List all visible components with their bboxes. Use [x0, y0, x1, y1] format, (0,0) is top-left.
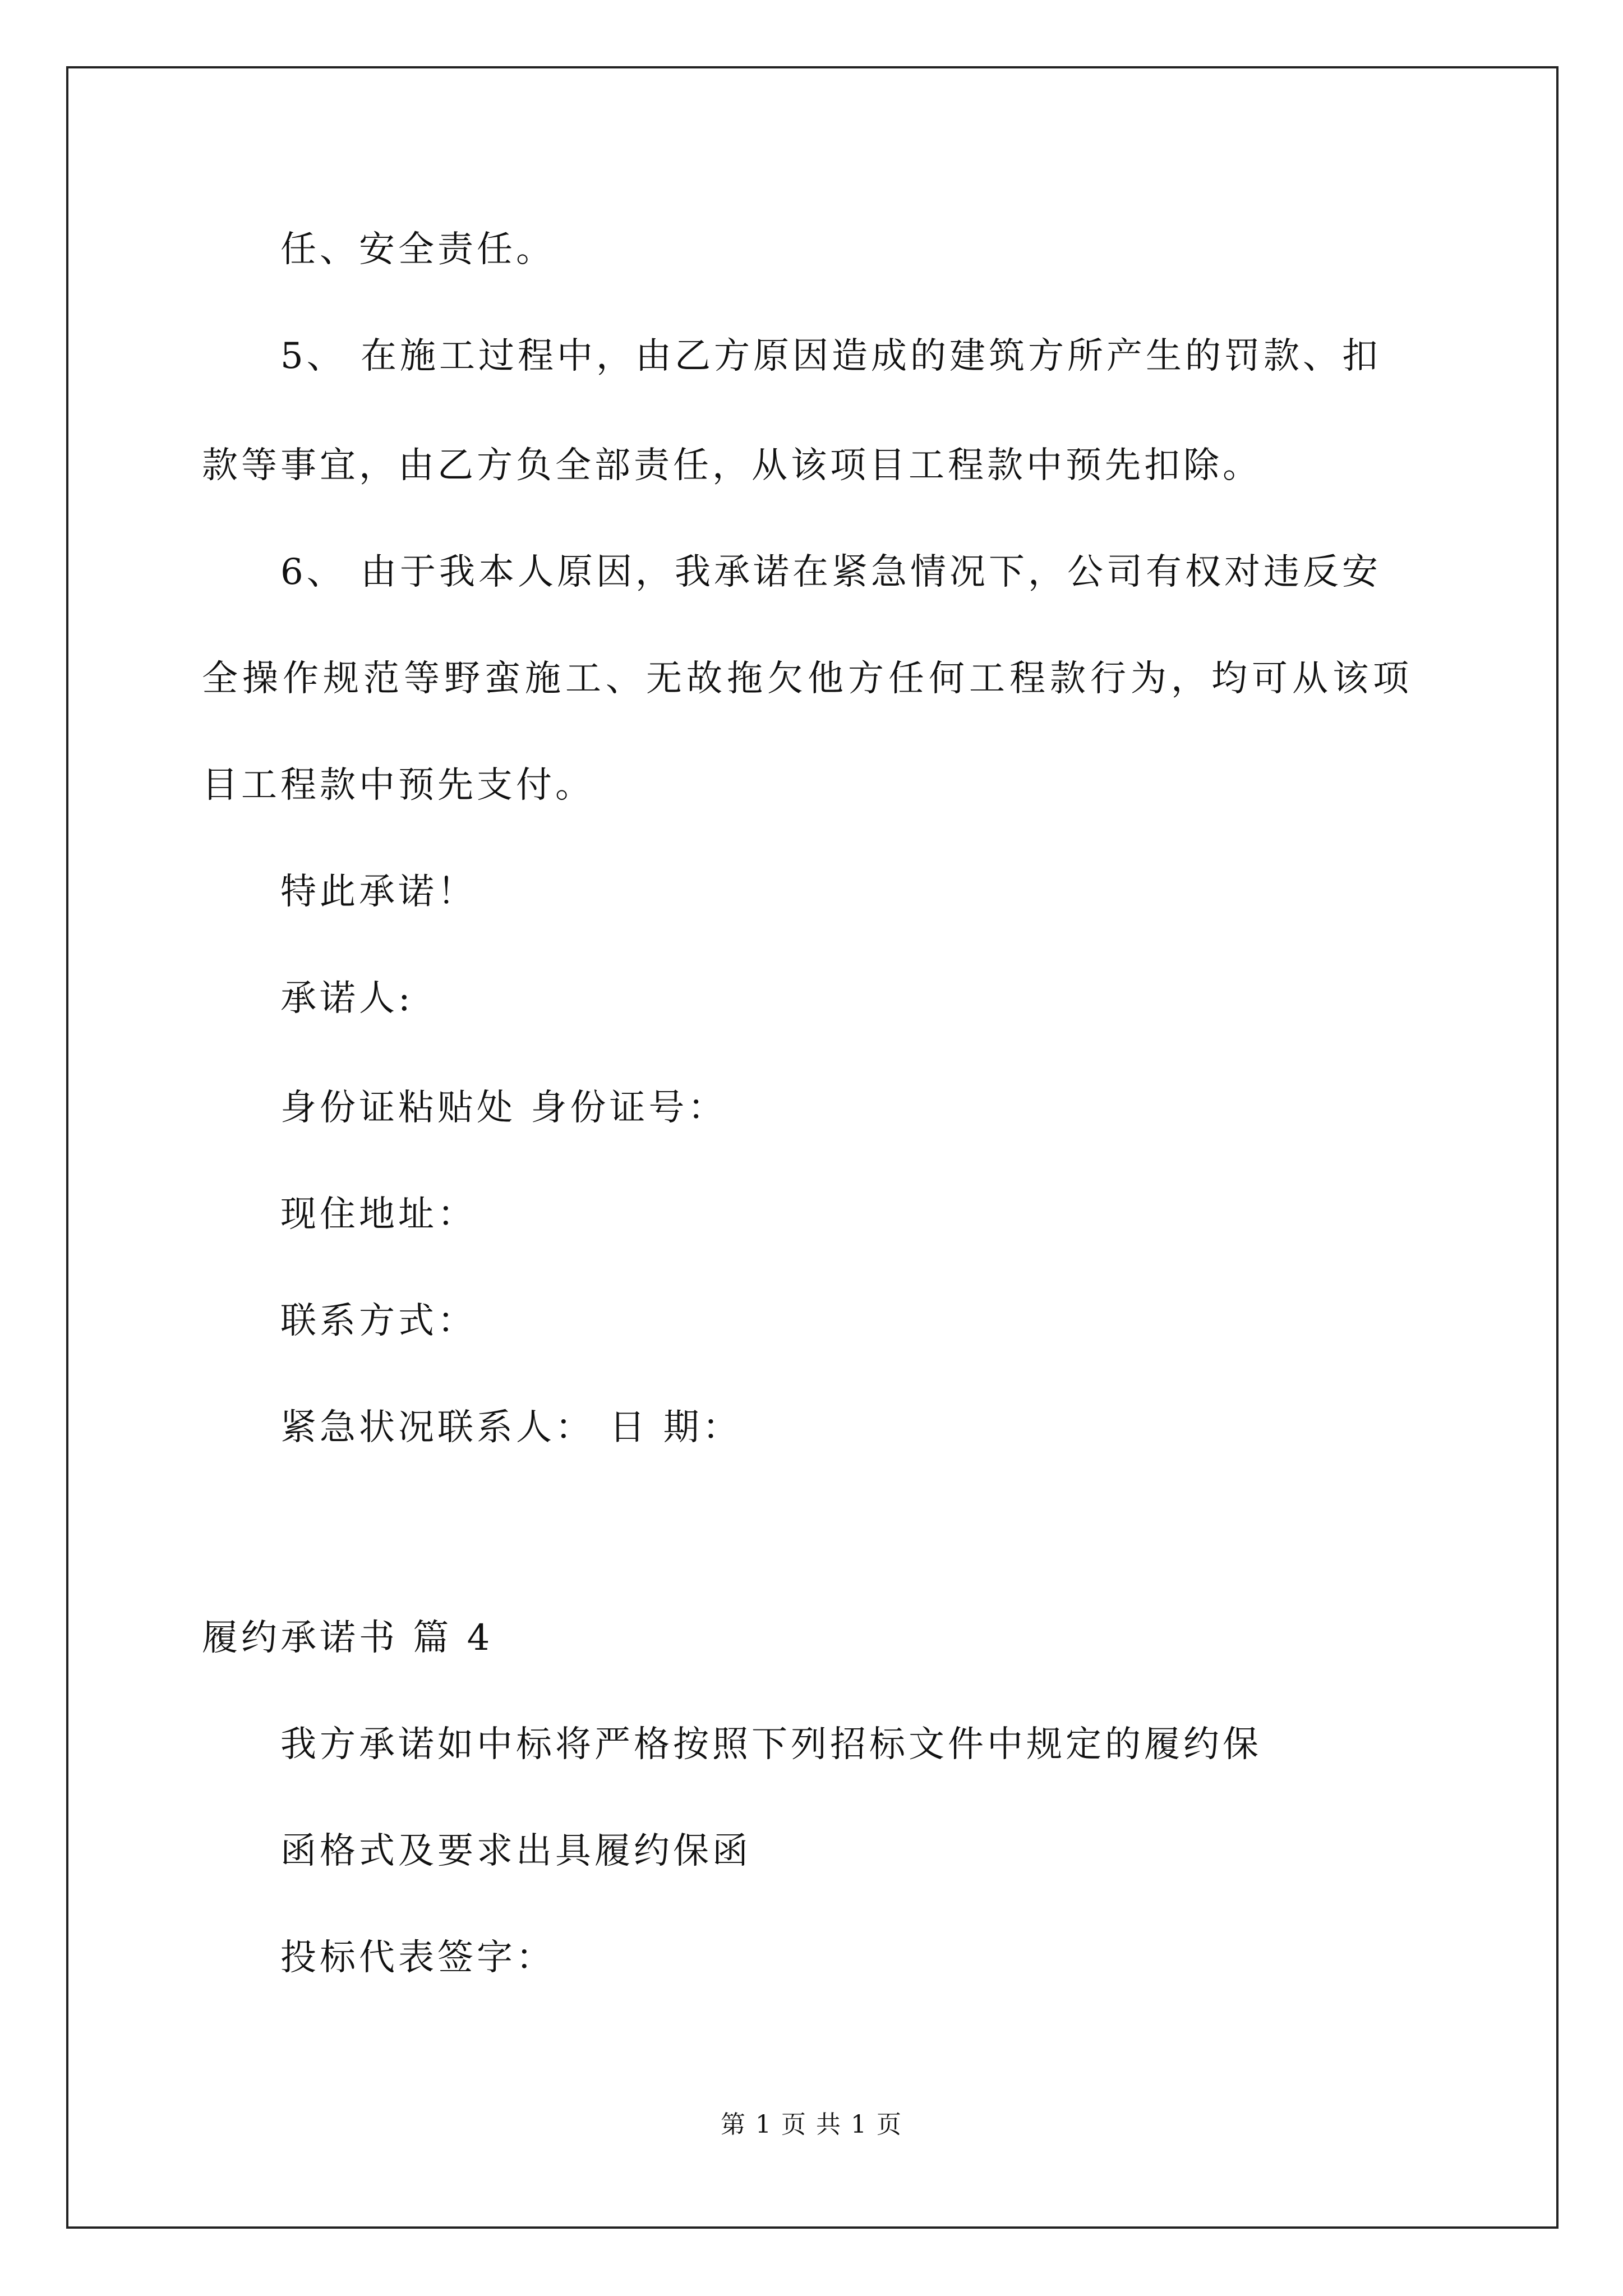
paragraph-line: 全操作规范等野蛮施工、无故拖欠他方任何工程款行为，均可从该项	[202, 658, 1413, 700]
paragraph-line: 目工程款中预先支付。	[202, 765, 594, 806]
paragraph-line: 5、 在施工过程中，由乙方原因造成的建筑方所产生的罚款、扣	[280, 335, 1382, 377]
paragraph-line: 我方承诺如中标将严格按照下列招标文件中规定的履约保	[280, 1724, 1262, 1765]
form-field-label: 投标代表签字：	[280, 1937, 555, 1978]
paragraph-line: 款等事宜，由乙方负全部责任，从该项目工程款中预先扣除。	[202, 445, 1262, 486]
page-border	[66, 66, 1559, 2229]
form-field-label: 联系方式：	[280, 1300, 477, 1342]
paragraph-line: 特此承诺！	[280, 871, 477, 913]
form-field-label: 身份证粘贴处 身份证号：	[280, 1087, 727, 1129]
form-field-label: 承诺人:	[280, 978, 414, 1019]
paragraph-line: 6、 由于我本人原因，我承诺在紧急情况下，公司有权对违反安	[280, 551, 1382, 593]
page-footer: 第 1 页 共 1 页	[721, 2110, 902, 2139]
paragraph-line: 函格式及要求出具履约保函	[280, 1830, 751, 1872]
form-field-label: 现住地址：	[280, 1194, 477, 1235]
section-heading: 履约承诺书 篇 4	[202, 1617, 494, 1659]
form-field-label: 紧急状况联系人： 日 期：	[280, 1407, 742, 1448]
paragraph-line: 任、安全责任。	[280, 229, 555, 270]
